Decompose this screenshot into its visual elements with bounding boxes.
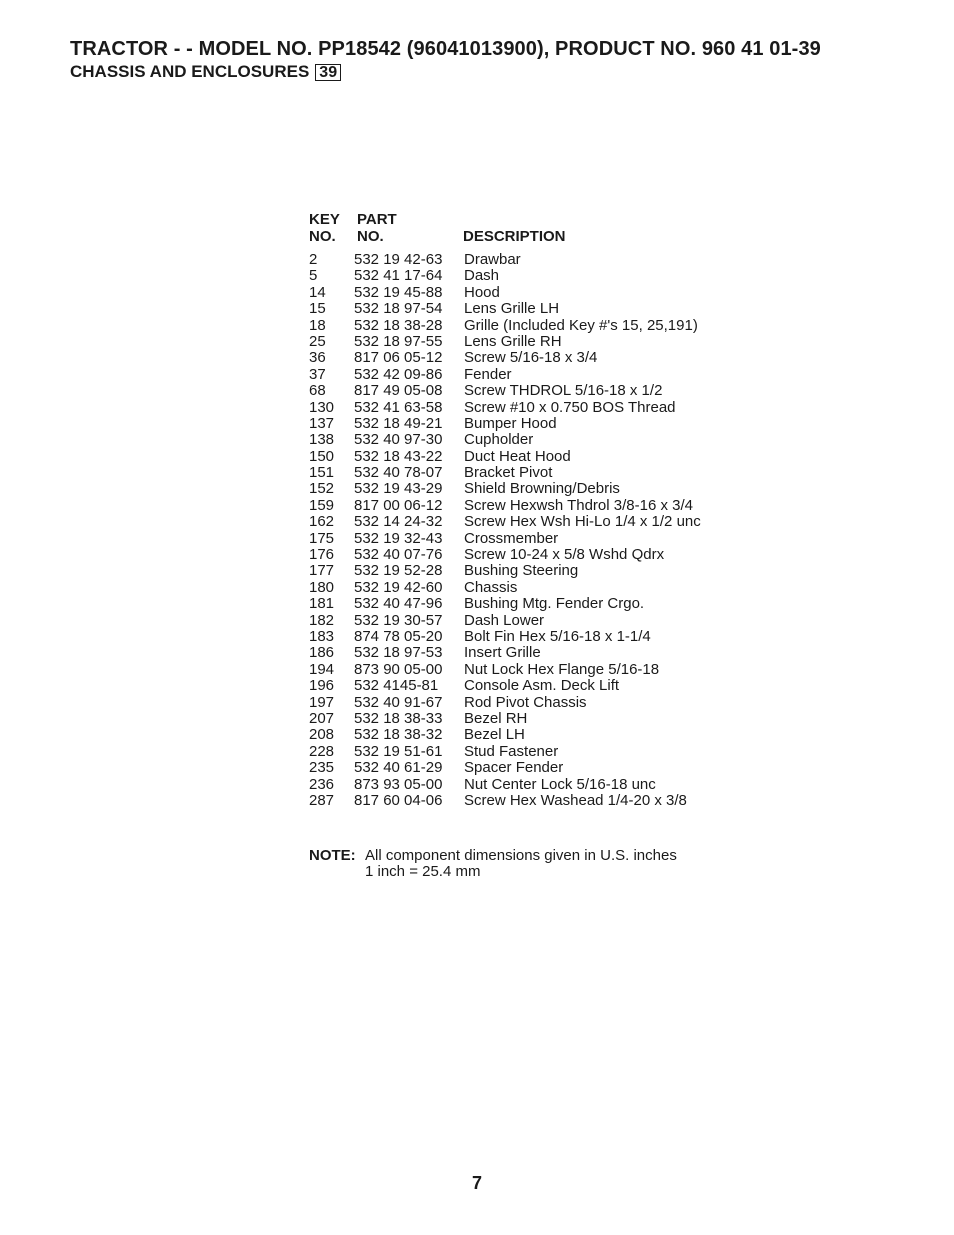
row-key: 152 [309, 480, 335, 498]
row-part: 532 41 63-58 [354, 398, 443, 416]
row-desc: Screw Hex Wsh Hi-Lo 1/4 x 1/2 unc [464, 513, 701, 531]
row-key: 68 [309, 382, 326, 400]
row-key: 150 [309, 447, 335, 465]
row-desc: Duct Heat Hood [464, 447, 571, 465]
header-key-line1: KEY [309, 211, 340, 228]
row-part: 532 40 97-30 [354, 431, 443, 449]
row-key: 236 [309, 775, 335, 793]
row-desc: Spacer Fender [464, 759, 564, 777]
row-part: 532 19 45-88 [354, 283, 443, 301]
row-desc: Screw Hexwsh Thdrol 3/8-16 x 3/4 [464, 496, 693, 514]
row-desc: Chassis [464, 578, 518, 596]
row-key: 138 [309, 431, 335, 449]
page-title: TRACTOR - - MODEL NO. PP18542 (96041013900), PRODUCT NO. 960 41 01-39 [70, 38, 821, 60]
row-part: 873 90 05-00 [354, 660, 443, 678]
row-desc: Stud Fastener [464, 742, 559, 760]
row-part: 874 78 05-20 [354, 627, 443, 645]
row-part: 532 14 24-32 [354, 513, 443, 531]
row-desc: Crossmember [464, 529, 559, 547]
row-part: 532 19 43-29 [354, 480, 443, 498]
row-key: 194 [309, 660, 335, 678]
note-line-2: 1 inch = 25.4 mm [365, 862, 481, 880]
row-desc: Lens Grille RH [464, 332, 562, 350]
row-part: 817 49 05-08 [354, 382, 443, 400]
row-key: 228 [309, 742, 335, 760]
row-desc: Bumper Hood [464, 414, 557, 432]
row-part: 532 19 42-60 [354, 578, 443, 596]
note-line-1: All component dimensions given in U.S. inches [365, 847, 677, 864]
row-key: 159 [309, 496, 335, 514]
row-key: 130 [309, 398, 335, 416]
row-desc: Dash [464, 267, 500, 285]
row-key: 196 [309, 677, 335, 695]
row-part: 817 00 06-12 [354, 496, 443, 514]
row-key: 5 [309, 267, 318, 285]
row-key: 287 [309, 791, 335, 809]
row-part: 532 42 09-86 [354, 365, 443, 383]
row-key: 197 [309, 693, 335, 711]
row-desc: Bolt Fin Hex 5/16-18 x 1-1/4 [464, 627, 651, 645]
header-description: DESCRIPTION [463, 228, 566, 245]
row-desc: Grille (Included Key #'s 15, 25,191) [464, 316, 698, 334]
row-key: 183 [309, 627, 335, 645]
row-part: 873 93 05-00 [354, 775, 443, 793]
row-key: 180 [309, 578, 335, 596]
row-desc: Drawbar [464, 251, 521, 268]
row-desc: Screw 10-24 x 5/8 Wshd Qdrx [464, 546, 665, 564]
row-desc: Bracket Pivot [464, 464, 553, 482]
row-part: 532 18 38-32 [354, 726, 443, 744]
row-desc: Screw #10 x 0.750 BOS Thread [464, 398, 676, 416]
row-key: 15 [309, 300, 326, 318]
row-key: 151 [309, 464, 335, 482]
header-part-line1: PART [357, 211, 397, 228]
row-part: 532 40 91-67 [354, 693, 443, 711]
row-desc: Screw 5/16-18 x 3/4 [464, 349, 598, 367]
row-desc: Bushing Steering [464, 562, 579, 580]
row-desc: Bezel LH [464, 726, 525, 744]
row-part: 532 40 78-07 [354, 464, 443, 482]
row-key: 14 [309, 283, 326, 301]
figure-number-badge: 39 [315, 64, 341, 81]
row-desc: Dash Lower [464, 611, 545, 629]
row-desc: Console Asm. Deck Lift [464, 677, 620, 695]
row-key: 208 [309, 726, 335, 744]
row-desc: Bezel RH [464, 709, 528, 727]
row-desc: Nut Center Lock 5/16-18 unc [464, 775, 656, 793]
row-part: 532 19 42-63 [354, 251, 443, 268]
row-part: 532 40 47-96 [354, 595, 443, 613]
row-part: 532 18 97-54 [354, 300, 443, 318]
row-key: 182 [309, 611, 335, 629]
row-part: 532 4145-81 [354, 677, 439, 695]
row-key: 207 [309, 709, 335, 727]
row-desc: Lens Grille LH [464, 300, 560, 318]
row-key: 2 [309, 251, 318, 268]
row-part: 532 18 97-53 [354, 644, 443, 662]
row-key: 162 [309, 513, 335, 531]
row-key: 37 [309, 365, 326, 383]
row-key: 186 [309, 644, 335, 662]
header-part-line2: NO. [357, 228, 384, 245]
header-key-line2: NO. [309, 228, 336, 245]
row-desc: Fender [464, 365, 512, 383]
section-subtitle-text: CHASSIS AND ENCLOSURES [70, 62, 310, 81]
row-desc: Screw THDROL 5/16-18 x 1/2 [464, 382, 663, 400]
row-part: 532 18 38-28 [354, 316, 443, 334]
row-key: 36 [309, 349, 326, 367]
row-key: 235 [309, 759, 335, 777]
row-key: 175 [309, 529, 335, 547]
row-part: 532 19 30-57 [354, 611, 443, 629]
row-part: 532 18 49-21 [354, 414, 443, 432]
row-part: 532 18 38-33 [354, 709, 443, 727]
row-desc: Nut Lock Hex Flange 5/16-18 [464, 660, 660, 678]
row-key: 181 [309, 595, 335, 613]
row-key: 176 [309, 546, 335, 564]
row-key: 177 [309, 562, 335, 580]
row-desc: Screw Hex Washead 1/4-20 x 3/8 [464, 791, 687, 809]
row-key: 25 [309, 332, 326, 350]
row-part: 817 06 05-12 [354, 349, 443, 367]
row-key: 137 [309, 414, 335, 432]
row-part: 532 19 32-43 [354, 529, 443, 547]
page-number: 7 [471, 1173, 482, 1193]
row-part: 532 40 61-29 [354, 759, 443, 777]
row-part: 532 40 07-76 [354, 546, 443, 564]
row-part: 532 18 97-55 [354, 332, 443, 350]
row-part: 532 19 51-61 [354, 742, 443, 760]
row-desc: Insert Grille [464, 644, 541, 662]
row-desc: Bushing Mtg. Fender Crgo. [464, 595, 645, 613]
section-subtitle [70, 62, 341, 82]
row-part: 532 18 43-22 [354, 447, 443, 465]
row-part: 532 19 52-28 [354, 562, 443, 580]
row-part: 532 41 17-64 [354, 267, 443, 285]
row-desc: Rod Pivot Chassis [464, 693, 587, 711]
row-key: 18 [309, 316, 326, 334]
row-desc: Hood [464, 283, 500, 301]
row-desc: Cupholder [464, 431, 534, 449]
row-part: 817 60 04-06 [354, 791, 443, 809]
row-desc: Shield Browning/Debris [464, 480, 620, 498]
note-label: NOTE: [309, 847, 356, 864]
